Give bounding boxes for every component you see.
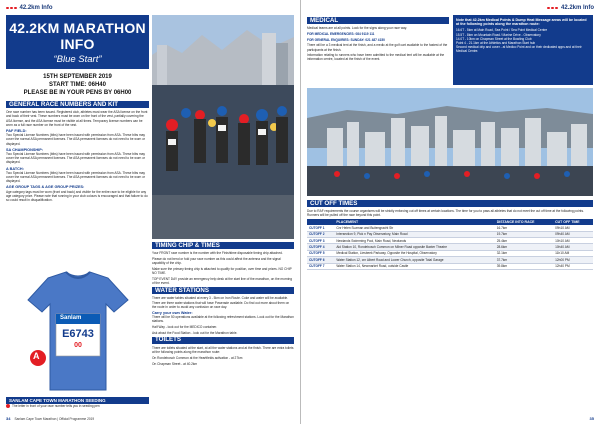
age-text: Age category tags must be worn (front and back) and visible for the entire race to be eligible for any age category prize. Please note that running in your club colours is encouraged and that failure to do so could result in disqualification.	[6, 189, 148, 203]
seeding-text: The letter in front of your race number tells you in seeding pen	[12, 404, 100, 409]
carry-water-text-1: There will be 50 operations available at the following refreshment stations. Look out for the Marathon stations.	[152, 315, 294, 324]
toilets-heading: TOILETS	[152, 337, 294, 344]
table-cell: Cnr Helen Suzman and Buitengracht Str	[334, 225, 494, 231]
race-bib-shirt-image	[8, 270, 148, 396]
table-cell: CUTOFF 7	[307, 263, 334, 269]
carry-water-text-3: Ask about the Food Station - look out for the Marathon table.	[152, 330, 238, 335]
table-cell: 10h10 AM	[553, 238, 593, 244]
page-number-left: 34	[6, 416, 11, 421]
table-cell: Medical Station, Liesbeek Parkway, Opposite the Hospital, Observatory	[334, 250, 494, 256]
seeding-block	[6, 397, 149, 410]
table-cell: CUTOFF 1	[307, 225, 334, 231]
right-footer	[590, 416, 594, 421]
medical-column	[307, 15, 449, 63]
table-cell: 19.7km	[495, 231, 553, 237]
kit-text: One race number has been issued. Registered club, athletes must wear the ASA license on the front and back of their vest. These numbers must be worn on the front of the vest, partially covering the ASA license, and the ASA license must be visible at all times. Temporary license numbers can be worn as a full race number on the front of the vest.	[6, 110, 148, 127]
note-item: Point 4 - 21.1km at the Athletics and Marathon Start hub	[456, 41, 536, 46]
timing-water-column	[152, 240, 294, 367]
table-cell: 16.7km	[495, 225, 553, 231]
kit-heading: GENERAL RACE NUMBERS AND KIT	[6, 101, 149, 108]
water-heading: WATER STATIONS	[152, 287, 294, 294]
dots-icon	[6, 7, 17, 10]
runners-photo-graphic	[152, 15, 294, 239]
carry-water-heading: Carry your own Water:	[152, 310, 193, 315]
table-cell: Water Station 14, Newmarket Road, outside Castle	[334, 263, 494, 269]
table-cell: Newlands Swimming Pool, Main Road, Newlands	[334, 238, 494, 244]
header-label-right: 42.2km Info	[560, 5, 594, 11]
seeding-marker-icon	[6, 404, 10, 408]
runners-photo	[152, 15, 294, 239]
left-footer	[6, 416, 94, 421]
table-cell: 10h40 AM	[553, 244, 593, 250]
toilets-text-1: There are toilets situated at the start, at all the water stations and at the finish. There are extra toilets at the following points along the marathon route:	[152, 346, 294, 355]
table-cell: 37.7km	[495, 257, 553, 263]
pen-time: PLEASE BE IN YOUR PENS BY 06H00	[23, 90, 132, 97]
table-cell: 09h10 AM	[553, 225, 593, 231]
timing-text-3: Make sure the primary timing chip is attached to qualify for position, over time and prizes. NO CHIP NO TIME.	[152, 266, 292, 276]
note-item: 14.0T - 10km on Chapman Street at the Bowling Club	[456, 36, 532, 41]
table-cell: 25.4km	[495, 238, 553, 244]
abatch-text: Two Special License Numbers (bibs) have been issued with permission from ASA. These bibs may cover the normal ASA permanent licenses. The ASA permanent licenses do not need to be worn or displayed.	[6, 170, 146, 184]
right-page	[300, 0, 600, 424]
table-cell: CUTOFF 5	[307, 250, 334, 256]
note-item: Second medical drip and cover - at Medico Point and on their dedicated apps and at their Medical Centre.	[456, 45, 582, 54]
sa-text: Two Special License Numbers (bibs) have been issued with permission from ASA. These bibs may cover the normal ASA permanent licenses. The ASA permanent licenses do not need to be worn or displayed.	[6, 152, 146, 165]
table-header-cell: PLACEMENT	[334, 219, 494, 225]
medical-general: FOR GENERAL ENQUIRIES: SUNDAY: 021 487 4150	[307, 37, 385, 42]
hero-banner	[6, 15, 149, 69]
left-column	[6, 99, 149, 204]
table-cell: CUTOFF 6	[307, 257, 334, 263]
page-header-right	[547, 5, 594, 11]
paf-text: Two Special License Numbers (bibs) have been issued with permission from ASA. These bibs may cover the normal ASA permanent licenses. The ASA permanent licenses do not need to be worn or displayed.	[6, 133, 146, 146]
table-cell: 39.8km	[495, 263, 553, 269]
medical-text-2: There will be a 3 medical tent at the finish, and a medic at the golf cart available to the fastest of the participants at the finish.	[307, 43, 448, 52]
hero-title: 42.2KM MARATHON INFO	[9, 20, 146, 52]
table-cell: CUTOFF 2	[307, 231, 334, 237]
seeding-heading: SANLAM CAPE TOWN MARATHON SEEDING	[6, 397, 149, 404]
note-title: Note that 42.2km Medical Points & Dump Heat Message areas will be located at the following points along the marathon route:	[456, 18, 587, 27]
date-box	[6, 70, 149, 98]
cutoff-table	[307, 219, 593, 270]
table-cell: CUTOFF 4	[307, 244, 334, 250]
table-cell: 12h00 PM	[553, 257, 593, 263]
timing-heading: TIMING CHIP & TIMES	[152, 242, 294, 249]
bib-number: E6743	[62, 328, 94, 340]
paf-heading: PAF FIELD:	[6, 129, 27, 134]
carry-water-text-2: Half Way - look out for the MEDICO container.	[152, 325, 218, 330]
table-cell: 28.6km	[495, 244, 553, 250]
bib-small-number: 00	[74, 342, 82, 349]
table-cell: Aid Station 10, Rondebosch Common on Milner Road opposite Baxter Theatre	[334, 244, 494, 250]
table-cell: Water Station 12, cnr Albert Road and Lower Church, opposite Total Garage	[334, 257, 494, 263]
abatch-heading: A BATCH:	[6, 166, 24, 171]
table-cell: Intersection 9, Pick n Pay Observatory, Main Road	[334, 231, 494, 237]
race-date: 15TH SEPTEMBER 2019	[43, 74, 112, 80]
hero-subtitle: “Blue Start”	[53, 54, 102, 65]
note-item: 15.5T - 8km on Mountain Road / Marine Drive - Observatory	[456, 32, 541, 37]
cape-town-photo-graphic	[307, 88, 593, 196]
table-cell: 12h40 PM	[553, 263, 593, 269]
table-row	[307, 263, 593, 269]
medical-text-1: Medical teams are at all points. Look for the signs along your race way.	[307, 26, 408, 31]
footer-text: Sanlam Cape Town Marathon | Official Programme 2019	[14, 416, 95, 421]
timing-text-2: Please do not bend or fold your race number as this could affect the antenna and the signal capability of the chip.	[152, 256, 281, 266]
sa-heading: SA CHAMPIONSHIP:	[6, 147, 43, 152]
medical-text-3: Information relating to runners who have been admitted to the medical tent will be available at the information centre, located at the finish of the event.	[307, 53, 445, 62]
table-header-cell: DISTANCE INTO RACE	[495, 219, 553, 225]
note-item: 16.6T - 5km at Main Road, Sea Point / Sea Point Medical Centre	[456, 28, 548, 33]
cutoff-intro: Due to RAF requirements the course organisers will be strictly enforcing cut off times at certain locations. The time for you to pass all athletes that do not meet the cut off time at the following points. Runners will be pulled off the race beyond this point.	[307, 209, 584, 218]
water-text: There are water tables situated at every 3 - 5km on Iron Route. Coke and water will be available. There are three water stations that will have Powerade available. Do find out more about them on the route in order to avoid any confusion on race day.	[152, 296, 290, 309]
medical-emergency: FOR MEDICAL EMERGENCIES: 084 9119 111	[307, 31, 375, 36]
page-header	[6, 5, 53, 11]
table-cell: CUTOFF 3	[307, 238, 334, 244]
cutoff-heading: CUT OFF TIMES	[307, 200, 593, 207]
header-label: 42.2km Info	[19, 5, 53, 11]
table-cell: 11h10 AM	[553, 250, 593, 256]
table-cell: 09h40 AM	[553, 231, 593, 237]
bib-brand: Sanlam	[60, 315, 82, 321]
timing-text-1: Your FRONT race number is the number with the Finishtime disposable timing chip attached.	[152, 251, 283, 256]
medical-heading: MEDICAL	[307, 17, 449, 24]
start-time: START TIME: 06H40	[49, 82, 106, 89]
medical-points-note	[453, 15, 593, 85]
timing-text-4: TOP EVENT DAY provide an emergency help desk at the start line of the marathon, on the morning of the event.	[152, 276, 293, 285]
cape-town-photo	[307, 88, 593, 196]
table-header-cell: CUT OFF TIME	[553, 219, 593, 225]
dots-icon	[547, 7, 558, 10]
age-heading: AGE GROUP TAGS & AGE GROUP PRIZES:	[6, 185, 85, 190]
toilets-text-3: On Chapman Street - at 40.2km	[152, 361, 198, 366]
cutoff-section	[307, 198, 593, 270]
bib-letter: A	[33, 351, 40, 361]
toilets-text-2: On Rondebosch Common at the Heartfields activation - at 27km	[152, 356, 243, 361]
table-cell: 32.1km	[495, 250, 553, 256]
page-number-right: 35	[589, 416, 594, 421]
